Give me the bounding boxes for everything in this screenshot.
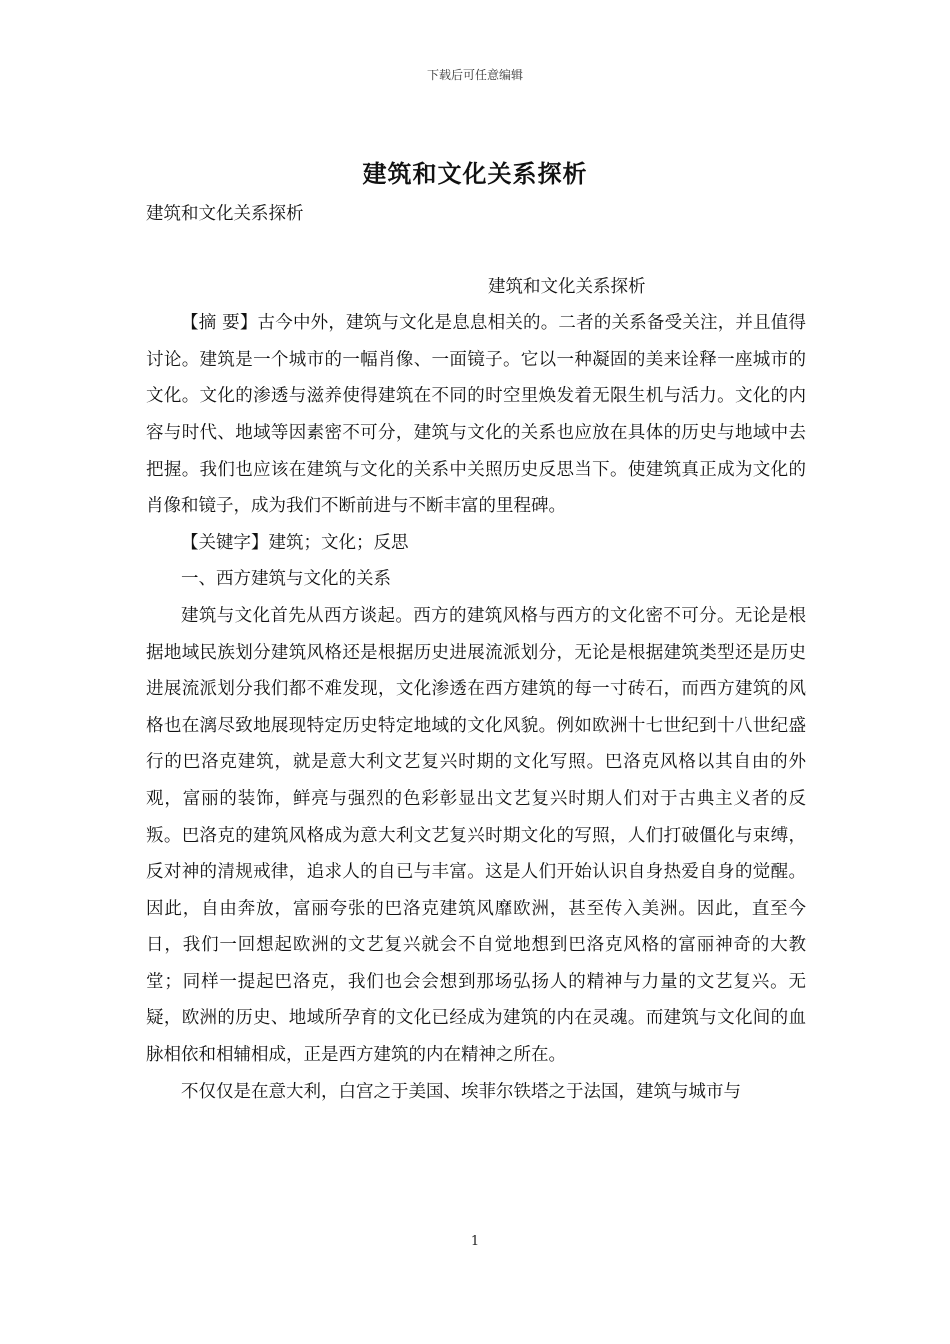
- header-note: 下载后可任意编辑: [426, 68, 523, 82]
- document-body: [146, 196, 806, 1110]
- document-title: 建筑和文化关系探析: [362, 159, 588, 188]
- blank-line: [146, 233, 806, 269]
- body-paragraph-1: 建筑与文化首先从西方谈起。西方的建筑风格与西方的文化密不可分。无论是根据地域民族划分建筑风格还是根据历史进展流派划分，无论是根据建筑类型还是历史进展流派划分我们都不难发现，文化渗透在西方建筑的每一寸砖石，而西方建筑的风格也在漓尽致地展现特定历史特定地域的文化风貌。例如欧洲十七世纪到十八世纪盛行的巴洛克建筑，就是意大利文艺复兴时期的文化写照。巴洛克风格以其自由的外观，富丽的装饰，鲜亮与强烈的色彩彰显出文艺复兴时期人们对于古典主义者的反叛。巴洛克的建筑风格成为意大利文艺复兴时期文化的写照，人们打破僵化与束缚，反对神的清规戒律，追求人的自已与丰富。这是人们开始认识自身热爱自身的觉醒。因此，自由奔放，富丽夸张的巴洛克建筑风靡欧洲，甚至传入美洲。因此，直至今日，我们一回想起欧洲的文艺复兴就会不自觉地想到巴洛克风格的富丽神奇的大教堂；同样一提起巴洛克，我们也会会想到那场弘扬人的精神与力量的文艺复兴。无疑，欧洲的历史、地域所孕育的文化已经成为建筑的内在灵魂。而建筑与文化间的血脉相依和相辅相成，正是西方建筑的内在精神之所在。: [146, 605, 806, 1066]
- keywords-line: 【关键字】建筑；文化；反思: [181, 532, 409, 553]
- abstract-paragraph: 【摘 要】古今中外，建筑与文化是息息相关的。二者的关系备受关注，并且值得讨论。建筑是一个城市的一幅肖像、一面镜子。它以一种凝固的美来诠释一座城市的文化。文化的渗透与滋养使得建筑在不同的时空里焕发着无限生机与活力。文化的内容与时代、地域等因素密不可分，建筑与文化的关系也应放在具体的历史与地域中去把握。我们也应该在建筑与文化的关系中关照历史反思当下。使建筑真正成为文化的肖像和镜子，成为我们不断前进与不断丰富的里程碑。: [146, 313, 806, 517]
- subtitle-center: 建筑和文化关系探析: [488, 276, 646, 297]
- section-heading: 一、西方建筑与文化的关系: [181, 569, 391, 590]
- subtitle-left: 建筑和文化关系探析: [146, 204, 304, 224]
- page-number: 1: [470, 1234, 480, 1249]
- body-paragraph-2: 不仅仅是在意大利，白宫之于美国、埃菲尔铁塔之于法国，建筑与城市与: [181, 1081, 741, 1102]
